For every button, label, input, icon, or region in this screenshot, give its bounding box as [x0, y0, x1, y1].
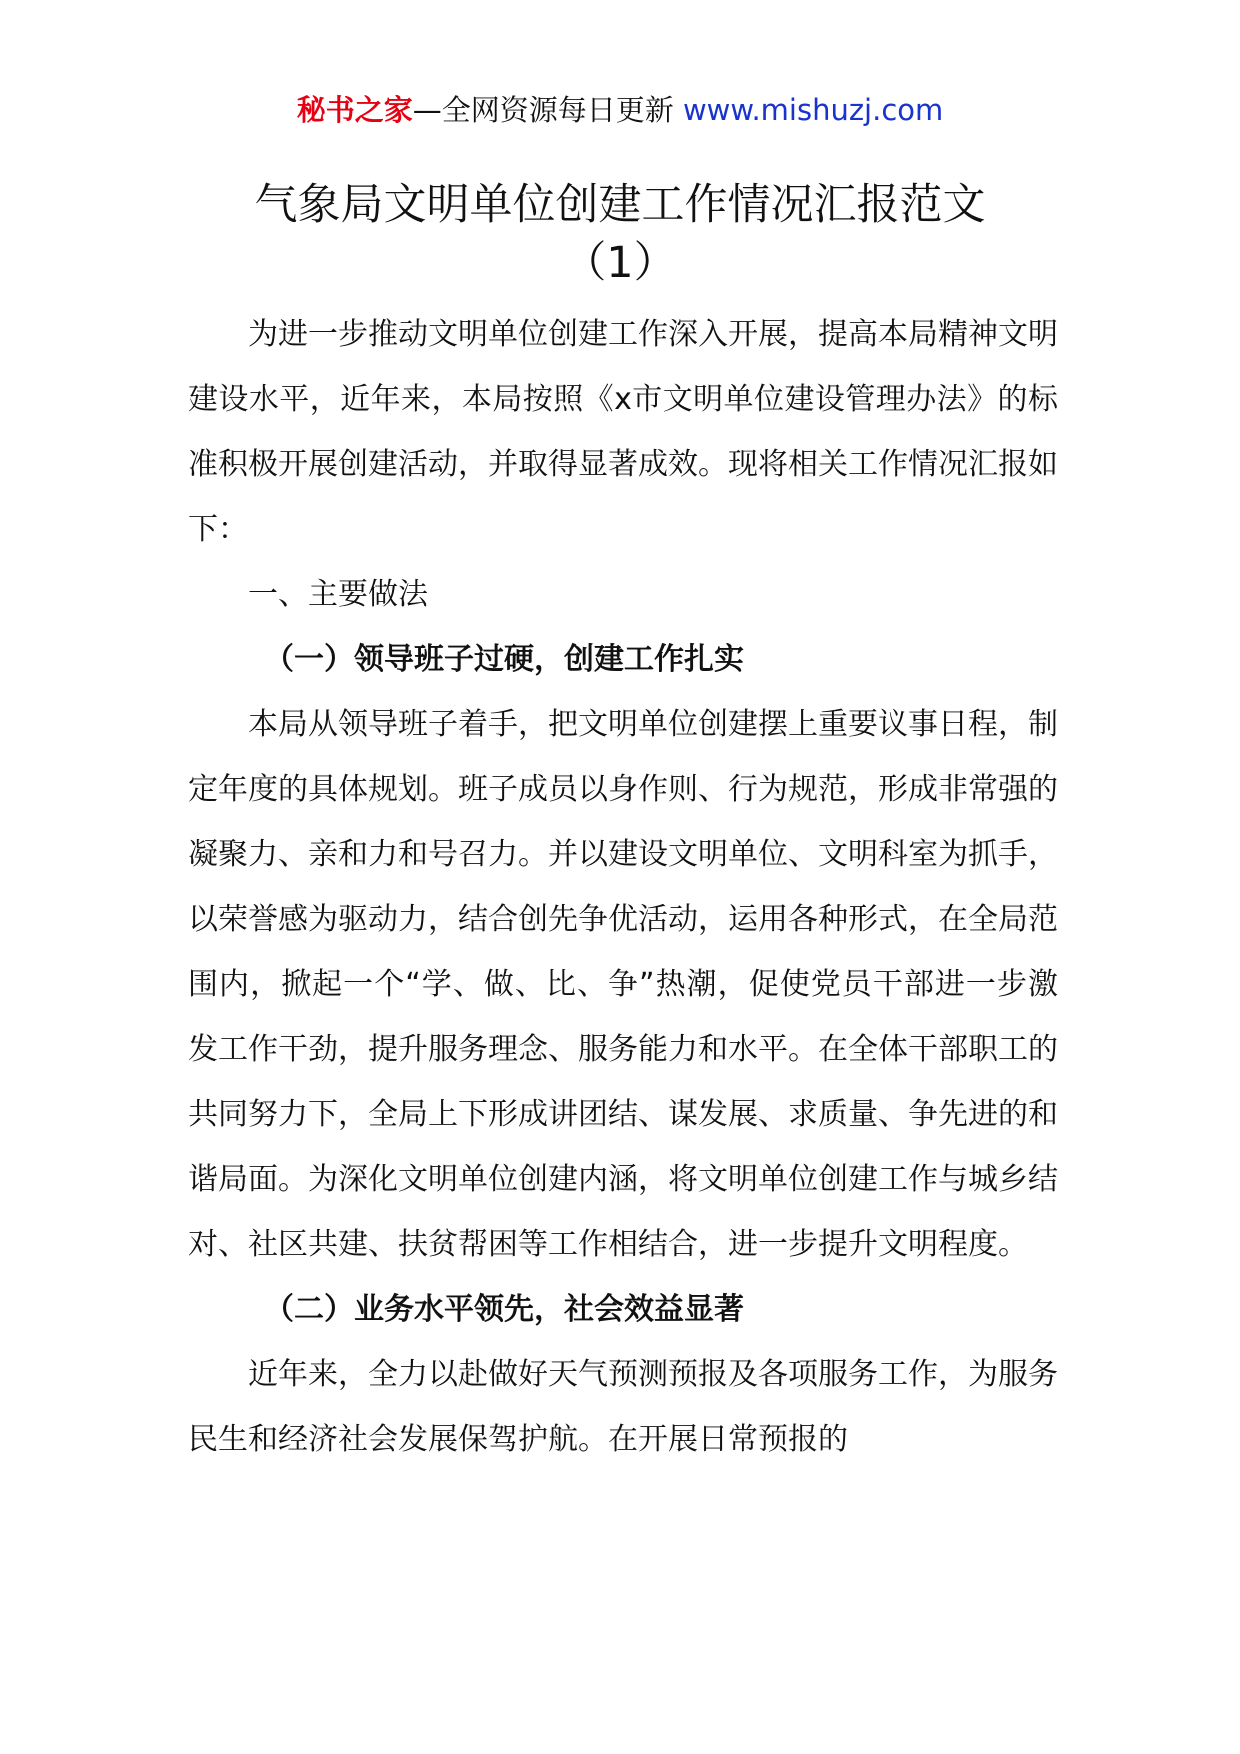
subsection-heading-leadership: （一）领导班子过硬，创建工作扎实: [264, 642, 744, 677]
business-paragraph: 近年来，全力以赴做好天气预测预报及各项服务工作，为服务民生和经济社会发展保驾护航。在开展日常预报的: [188, 1357, 1058, 1457]
title-main: 气象局文明单位创建工作情况汇报范文: [254, 180, 986, 230]
intro-paragraph: 为进一步推动文明单位创建工作深入开展，提高本局精神文明建设水平，近年来，本局按照《x市文明单位建设管理办法》的标准积极开展创建活动，并取得显著成效。现将相关工作情况汇报如下：: [188, 317, 1058, 547]
subsection-heading-business: （二）业务水平领先，社会效益显著: [264, 1292, 744, 1327]
site-header: [0, 86, 1240, 134]
document-title: [140, 176, 1100, 292]
header-tagline: —全网资源每日更新: [412, 93, 674, 127]
title-sub: （1）: [563, 238, 677, 288]
leadership-paragraph: 本局从领导班子着手，把文明单位创建摆上重要议事日程，制定年度的具体规划。班子成员以身作则、行为规范，形成非常强的凝聚力、亲和力和号召力。并以建设文明单位、文明科室为抓手，以荣誉感为驱动力，结合创先争优活动，运用各种形式，在全局范围内，掀起一个“学、做、比、争”热潮，促使党员干部进一步激发工作干劲，提升服务理念、服务能力和水平。在全体干部职工的共同努力下，全局上下形成讲团结、谋发展、求质量、争先进的和谐局面。为深化文明单位创建内涵，将文明单位创建工作与城乡结对、社区共建、扶贫帮困等工作相结合，进一步提升文明程度。: [188, 707, 1058, 1262]
brand-name: 秘书之家: [296, 93, 413, 127]
site-url-link[interactable]: www.mishuzj.com: [682, 93, 944, 127]
section-heading-main-practices: 一、主要做法: [248, 577, 428, 612]
document-body: [188, 302, 1058, 1472]
